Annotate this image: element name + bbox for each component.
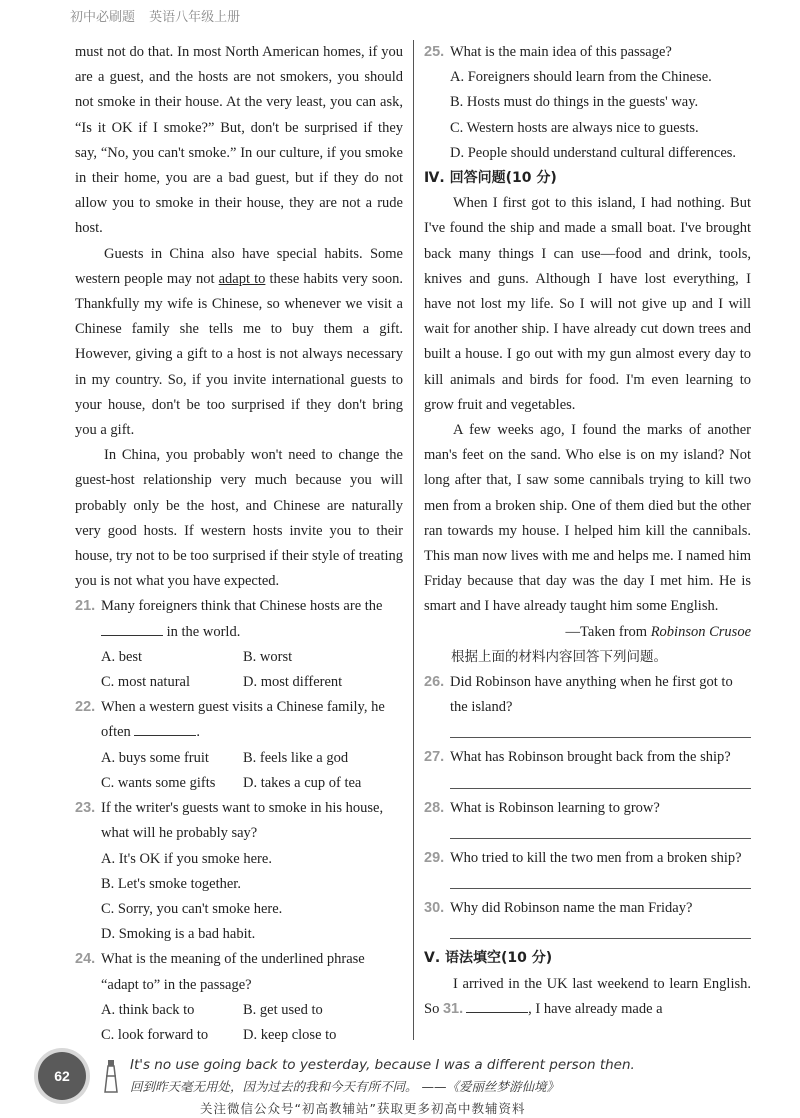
- answer-line[interactable]: [450, 921, 751, 946]
- option[interactable]: C. look forward to: [101, 1026, 209, 1043]
- question-29: 29. Who tried to kill the two men from a broken ship?: [424, 849, 742, 866]
- column-divider: [413, 40, 414, 1040]
- question-30: 30. Why did Robinson name the man Friday?: [424, 900, 693, 917]
- option[interactable]: B. Let's smoke together.: [101, 875, 241, 892]
- options-21: [101, 645, 403, 695]
- question-23: 23. If the writer's guests want to smoke in his house, what will he probably say?: [75, 800, 384, 842]
- option[interactable]: D. takes a cup of tea: [243, 774, 362, 791]
- passage-paragraph: Guests in China also have special habits. Some western people may not adapt to these habits very soon. Thankfully my wife is Chinese, so whenever we visit a Chinese family she tells me to buy them a gift. However, giving a gift to a host is not always necessary in my country. So, if you invite international guests to your house, don't be too surprised if they don't bring you a gift.: [75, 245, 403, 439]
- option[interactable]: D. Smoking is a bad habit.: [101, 926, 256, 943]
- options-22: [101, 746, 403, 796]
- passage-paragraph: When I first got to this island, I had nothing. But I've found the ship and made a small boat. I've brought back many things I can use—food and drink, tools, knives and guns. Although I have lost everything, I have not lost my life. So I will not give up and I will wait for another ship. I have already cut down trees and built a house. I go out with my gun almost every day to kill animals and birds for food. I'm even learning to grow fruit and vegetables.: [424, 195, 751, 413]
- footer-promo: 关注微信公众号“初高教辅站”获取更多初高中教辅资料: [200, 1101, 526, 1116]
- option[interactable]: A. best: [101, 648, 143, 665]
- answer-line[interactable]: [450, 771, 751, 796]
- question-26: 26. Did Robinson have anything when he first got to the island?: [424, 674, 733, 716]
- options-24: [101, 998, 403, 1048]
- question-24: 24. What is the meaning of the underlined phrase “adapt to” in the passage?: [75, 951, 365, 993]
- option[interactable]: A. Foreigners should learn from the Chinese.: [450, 69, 712, 86]
- page-number: 62: [38, 1052, 86, 1100]
- answer-blank[interactable]: [134, 721, 196, 736]
- question-28: 28. What is Robinson learning to grow?: [424, 799, 660, 816]
- passage-paragraph: A few weeks ago, I found the marks of another man's feet on the sand. Who else is on my island? Not long after that, I saw some cannibals trying to kill two men from a broken ship. One of them died but the other ran towards my house. I helped him kill the cannibals. This man now lives with me and helps me. I named him Friday because that day was the day I met him. He is smart and I have already taught him some English.: [424, 422, 751, 615]
- question-21: 21. Many foreigners think that Chinese hosts are the in the world.: [75, 598, 383, 640]
- page-header: [70, 6, 770, 32]
- option[interactable]: C. Sorry, you can't smoke here.: [101, 900, 283, 917]
- underlined-phrase: adapt to: [218, 270, 266, 287]
- subject-title: 英语八年级上册: [149, 10, 241, 25]
- option[interactable]: D. most different: [243, 674, 343, 691]
- option[interactable]: B. Hosts must do things in the guests' way.: [450, 94, 699, 111]
- right-column: [424, 40, 751, 1022]
- option[interactable]: D. People should understand cultural differences.: [450, 144, 737, 161]
- option[interactable]: A. It's OK if you smoke here.: [101, 850, 272, 867]
- option[interactable]: A. think back to: [101, 1001, 195, 1018]
- footer-quote-chinese: 回到昨天毫无用处，因为过去的我和今天有所不同。 ——《爱丽丝梦游仙境》: [130, 1079, 559, 1094]
- question-27: 27. What has Robinson brought back from the ship?: [424, 749, 731, 766]
- instruction: 根据上面的材料内容回答下列问题。: [451, 648, 667, 665]
- option[interactable]: B. worst: [243, 648, 293, 665]
- passage-paragraph: must not do that. In most North American homes, if you are a guest, and the hosts are not smokers, you should not smoke in their house. At the very least, you can ask, “Is it OK if I smoke?” But, don't be surprised if they say, “No, you can't smoke.” In our culture, if you smoke in their home, you are a bad guest, but if they do not allow you to smoke in their house, they are not a rude host.: [75, 44, 403, 237]
- answer-line[interactable]: [450, 720, 751, 745]
- passage-paragraph: I arrived in the UK last weekend to learn English. So 31. , I have already made a: [424, 975, 751, 1017]
- source-credit: —Taken from Robinson Crusoe: [565, 623, 751, 640]
- option[interactable]: C. most natural: [101, 674, 191, 691]
- answer-line[interactable]: [450, 871, 751, 896]
- question-22: 22. When a western guest visits a Chinese family, he often .: [75, 699, 385, 741]
- option[interactable]: C. wants some gifts: [101, 774, 216, 791]
- option[interactable]: B. feels like a god: [243, 749, 349, 766]
- option[interactable]: C. Western hosts are always nice to guests.: [450, 119, 699, 136]
- book-title: 初中必刷题: [70, 10, 136, 25]
- option[interactable]: A. buys some fruit: [101, 749, 209, 766]
- answer-blank[interactable]: [101, 621, 163, 636]
- lighthouse-icon: [100, 1058, 122, 1094]
- option[interactable]: D. keep close to: [243, 1026, 337, 1043]
- answer-blank[interactable]: [466, 998, 528, 1013]
- left-column: [75, 40, 403, 1048]
- section-heading: Ⅴ. 语法填空(10 分): [424, 950, 553, 967]
- answer-line[interactable]: [450, 821, 751, 846]
- footer-quote-english: It's no use going back to yesterday, because I was a different person then.: [130, 1057, 635, 1073]
- option[interactable]: B. get used to: [243, 1001, 323, 1018]
- question-25: 25. What is the main idea of this passage?: [424, 44, 672, 60]
- section-heading: Ⅳ. 回答问题(10 分): [424, 170, 557, 187]
- passage-paragraph: In China, you probably won't need to change the guest-host relationship very much because you will probably only be the host, and Chinese are naturally very good hosts. If western hosts invite you to their house, try not to be too surprised if their style of treating you is not what you have expected.: [75, 447, 403, 590]
